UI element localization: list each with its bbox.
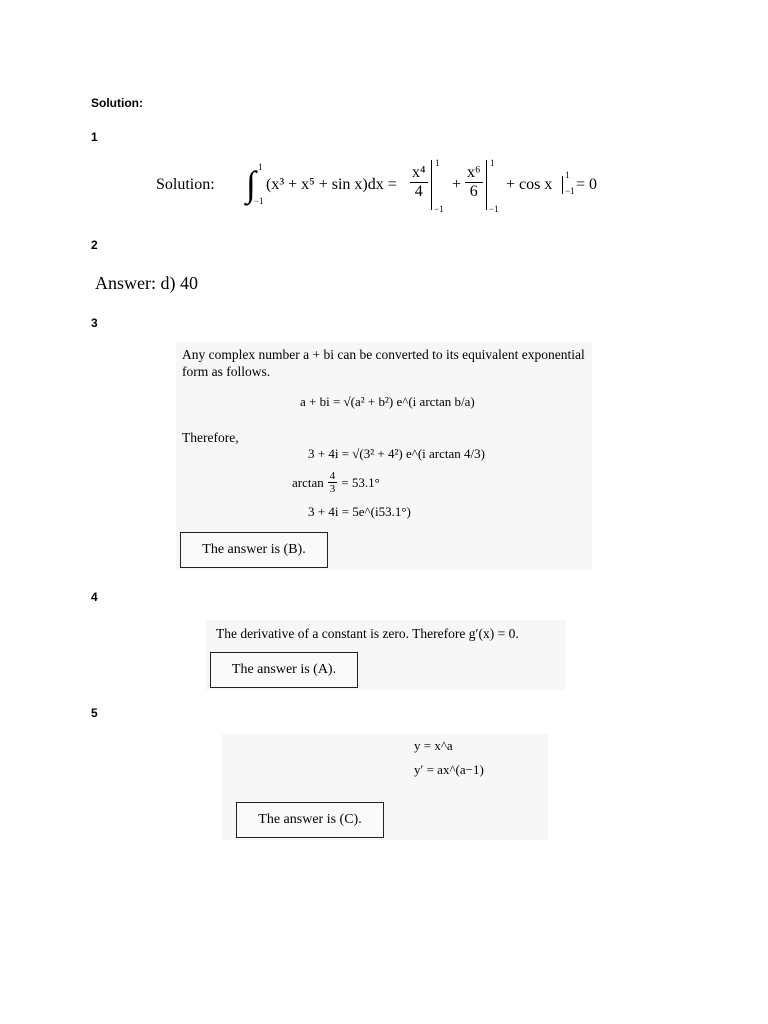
q3-line1: 3 + 4i = √(3² + 4²) e^(i arctan 4/3) [308,446,485,461]
q1-eval1-lower: −1 [434,204,444,214]
q1-integrand: (x³ + x⁵ + sin x)dx = [266,176,397,193]
q5-solution-image [222,734,548,840]
q1-eval2-upper: 1 [490,158,495,168]
q1-eval2-lower: −1 [489,204,499,214]
question-number-1: 1 [91,130,98,144]
q4-solution-image [206,620,566,690]
q3-intro: Any complex number a + bi can be converted to its equivalent exponential form as follows. [182,347,585,379]
q4-answer-box: The answer is (A). [210,652,358,688]
q1-result: = 0 [576,176,598,193]
solution-heading: Solution: [91,96,143,110]
question-number-5: 5 [91,706,98,720]
q3-line3: 3 + 4i = 5e^(i53.1°) [308,504,411,519]
q1-eval-bar-1 [431,160,432,210]
q5-line2: y′ = ax^(a−1) [414,762,484,777]
q3-answer-box: The answer is (B). [180,532,328,568]
q3-formula: a + bi = √(a² + b²) e^(i arctan b/a) [300,394,475,409]
q3-solution-image [176,342,592,570]
q1-integral-upper: 1 [258,162,263,172]
q1-integral-lower: −1 [254,196,264,206]
q1-eval-bar-2 [486,160,487,210]
integral-sign-icon: ∫ [246,164,256,204]
q1-eval3-lower: −1 [565,186,575,196]
q1-term3: + cos x [506,176,553,193]
q5-answer-box: The answer is (C). [236,802,384,838]
q1-solution-label: Solution: [156,176,215,193]
question-number-2: 2 [91,238,98,252]
q1-eval1-upper: 1 [435,158,440,168]
q1-eval3-upper: 1 [565,170,570,180]
q1-term2: $\frac{\text{x⁶}}{6}$ [467,164,481,200]
q5-line1: y = x^a [414,738,453,753]
q4-text: The derivative of a constant is zero. Therefore g′(x) = 0. [216,626,519,641]
q3-therefore: Therefore, [182,430,239,445]
q1-eval-bar-3 [562,176,563,194]
q2-answer: Answer: d) 40 [95,273,198,293]
question-number-4: 4 [91,590,98,604]
question-number-3: 3 [91,316,98,330]
q1-term1: $\frac{\text{x⁴}}{4}$ [412,164,426,200]
q1-equation [156,158,606,220]
q3-line2: arctan $\frac{4}{3}$ = 53.1° [292,470,380,496]
q1-plus: + [452,176,462,193]
